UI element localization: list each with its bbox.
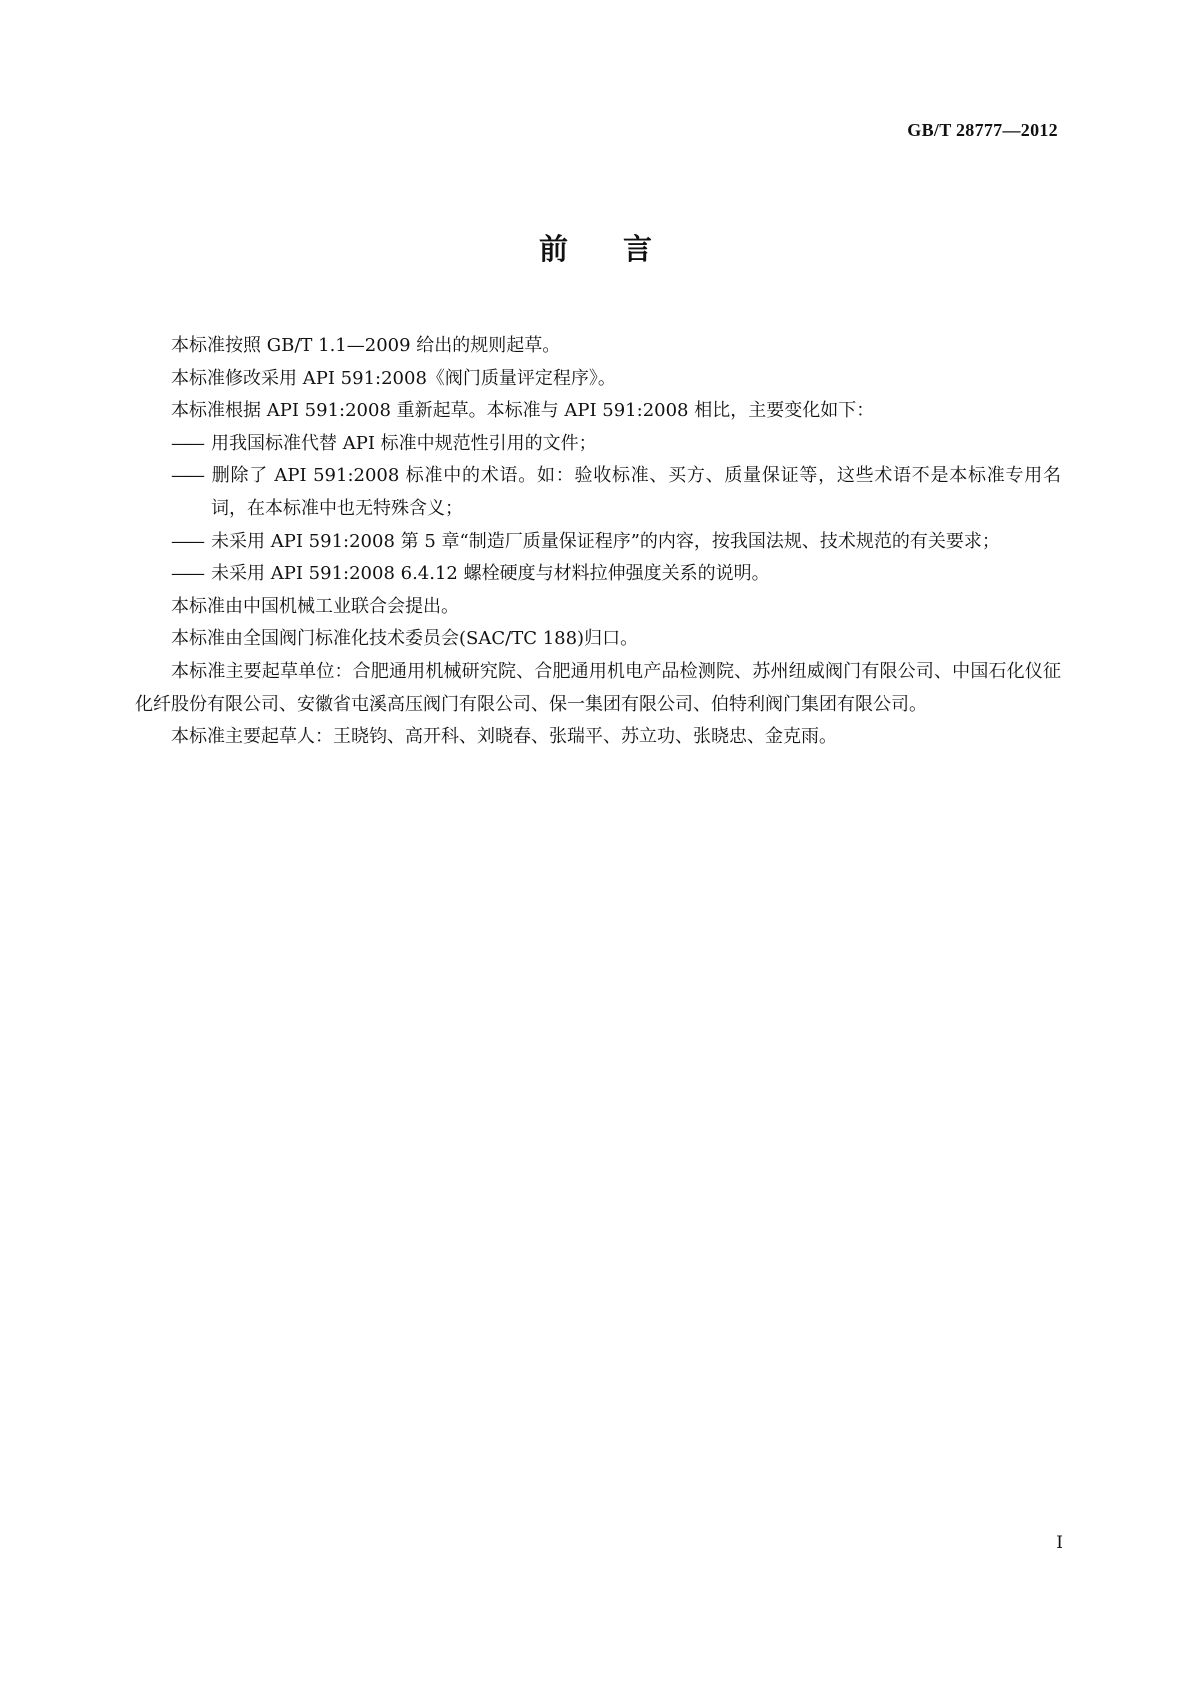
change-item [135, 558, 1061, 591]
document-body [135, 330, 1061, 754]
change-item-text: 未采用 API 591:2008 第 5 章“制造厂质量保证程序”的内容，按我国法规、技术规范的有关要求； [211, 530, 1000, 552]
paragraph-drafting-rules: 本标准按照 GB/T 1.1—2009 给出的规则起草。 [171, 335, 561, 356]
page-number: I [1056, 1533, 1063, 1553]
standard-number: GB/T 28777—2012 [907, 120, 1058, 140]
change-item [135, 460, 1061, 525]
paragraph-proposer: 本标准由中国机械工业联合会提出。 [171, 595, 459, 617]
paragraph-committee: 本标准由全国阀门标准化技术委员会(SAC/TC 188)归口。 [171, 628, 639, 650]
paragraph-adoption: 本标准修改采用 API 591:2008《阀门质量评定程序》。 [171, 367, 616, 389]
dash-marker: —— [171, 563, 203, 585]
paragraph-changes-intro: 本标准根据 API 591:2008 重新起草。本标准与 API 591:2008 相比，主要变化如下： [171, 400, 875, 422]
page-title: 前言 [538, 232, 707, 266]
change-item [135, 526, 1061, 559]
change-item-text: 删除了 API 591:2008 标准中的术语。如：验收标准、买方、质量保证等，这些术语不是本标准专用名词，在本标准中也无特殊含义； [211, 465, 1061, 519]
change-item-text: 用我国标准代替 API 标准中规范性引用的文件； [211, 432, 597, 454]
change-item [135, 428, 1061, 461]
paragraph-drafters: 本标准主要起草人：王晓钧、高开科、刘晓春、张瑞平、苏立功、张晓忠、金克雨。 [171, 726, 837, 748]
dash-marker: —— [171, 530, 203, 552]
paragraph-drafting-units: 本标准主要起草单位：合肥通用机械研究院、合肥通用机电产品检测院、苏州纽威阀门有限公司、中国石化仪征化纤股份有限公司、安徽省屯溪高压阀门有限公司、保一集团有限公司、伯特利阀门集团有限公司。 [135, 660, 1061, 715]
change-item-text: 未采用 API 591:2008 6.4.12 螺栓硬度与材料拉伸强度关系的说明。 [211, 563, 770, 585]
dash-marker: —— [171, 432, 203, 454]
dash-marker: —— [171, 465, 203, 487]
